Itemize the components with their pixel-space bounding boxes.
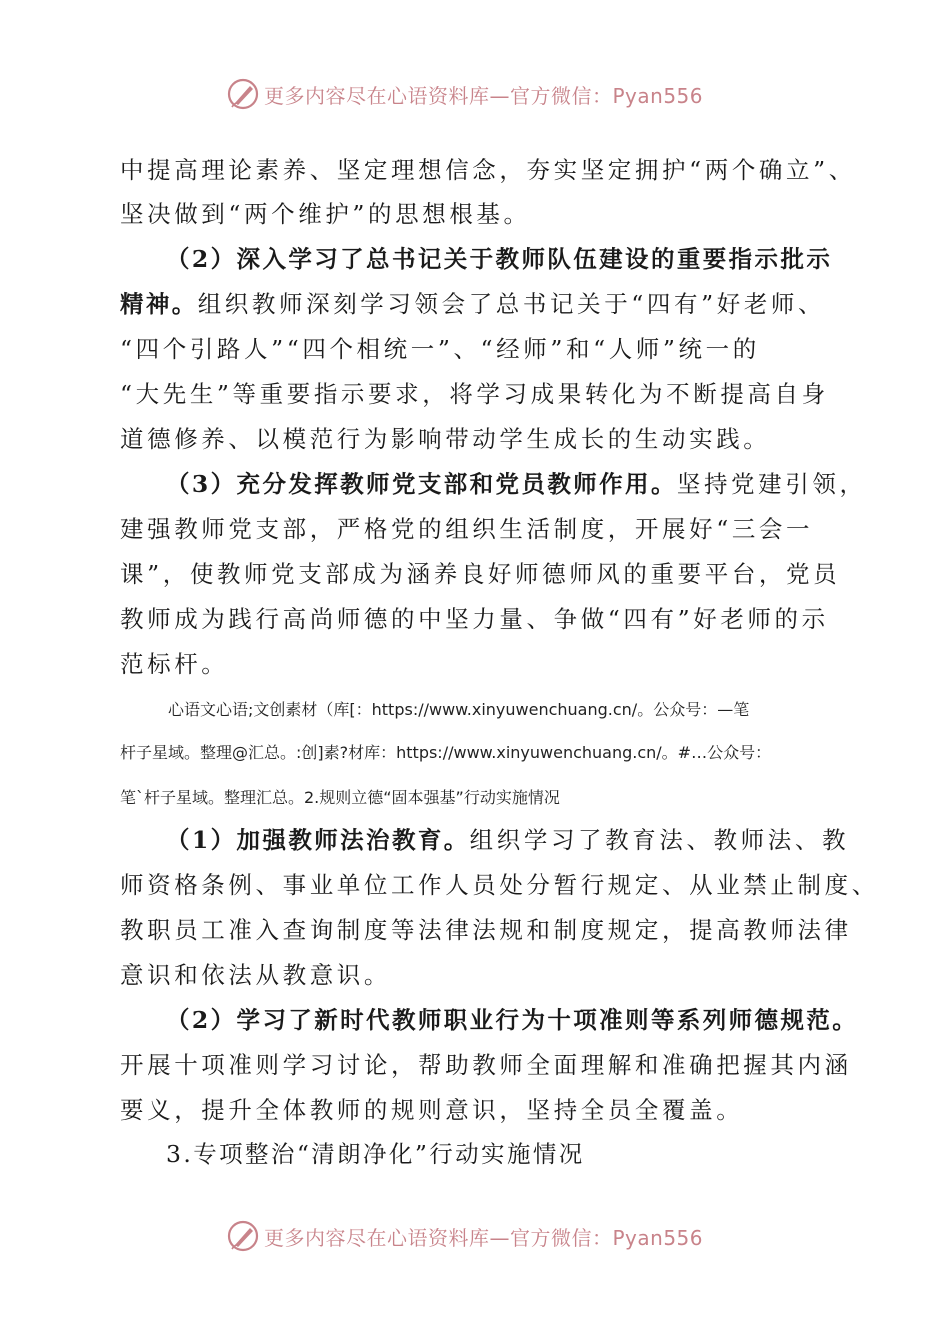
p2-line3: “大先生”等重要指示要求，将学习成果转化为不断提高自身: [120, 380, 829, 408]
pen-logo-icon: [226, 77, 260, 111]
section-3-heading: 3.专项整治“清朗净化”行动实施情况: [166, 1140, 585, 1168]
p4-line1-text: 组织学习了教育法、教师法、教: [469, 826, 850, 854]
header-banner: [0, 74, 950, 114]
note-line1: 心语文心语;文创素材（库[：https://www.xinyuwenchuang.cn/。公众号：—笔: [168, 700, 750, 719]
p2-line1-text: 组织教师深刻学习领会了总书记关于“四有”好老师、: [197, 290, 826, 318]
p3-line3: 课”，使教师党支部成为涵养良好师德师风的重要平台，党员: [120, 560, 841, 588]
note-line2: 杆子星域。整理@汇总。:创]素?材库：https://www.xinyuwenchuang.cn/。#…公众号：: [120, 743, 772, 762]
p4-line3: 教职员工准入查询制度等法律法规和制度规定，提高教师法律: [120, 916, 852, 944]
pen-logo-icon: [226, 1219, 260, 1253]
p1-line2: 坚决做到“两个维护”的思想根基。: [120, 200, 531, 228]
p1-line1: 中提高理论素养、坚定理想信念，夯实坚定拥护“两个确立”、: [120, 156, 856, 184]
note-line3: 笔`杆子星域。整理汇总。2.规则立德“固本强基”行动实施情况: [120, 788, 560, 807]
p4-line4: 意识和依法从教意识。: [120, 961, 391, 989]
p2-line1: [120, 289, 825, 319]
footer-banner-text: 更多内容尽在心语资料库—官方微信：Pyan556: [264, 1225, 704, 1250]
p3-line4: 教师成为践行高尚师德的中坚力量、争做“四有”好老师的示: [120, 605, 829, 633]
p3-line1-text: 坚持党建引领，: [676, 470, 867, 498]
p5-line3: 要义，提升全体教师的规则意识，坚持全员全覆盖。: [120, 1096, 744, 1124]
p2-line4: 道德修养、以模范行为影响带动学生成长的生动实践。: [120, 425, 771, 453]
p3-line5: 范标杆。: [120, 650, 229, 678]
p5-heading: （2）学习了新时代教师职业行为十项准则等系列师德规范。: [166, 1006, 859, 1034]
footer-banner: [0, 1216, 950, 1256]
header-banner-text: 更多内容尽在心语资料库—官方微信：Pyan556: [264, 83, 704, 108]
p4-heading: （1）加强教师法治教育。: [166, 826, 470, 854]
p2-line2: “四个引路人”“四个相统一”、“经师”和“人师”统一的: [120, 335, 760, 363]
p5-line2: 开展十项准则学习讨论，帮助教师全面理解和准确把握其内涵: [120, 1051, 852, 1079]
p2-heading: （2）深入学习了总书记关于教师队伍建设的重要指示批示: [166, 245, 833, 273]
p3-heading: （3）充分发挥教师党支部和党员教师作用。: [166, 470, 677, 498]
p3-line1: [166, 469, 867, 499]
p4-line1: [166, 825, 849, 855]
p2-heading-end: 精神。: [120, 290, 198, 318]
p4-line2: 师资格条例、事业单位工作人员处分暂行规定、从业禁止制度、: [120, 871, 879, 899]
p3-line2: 建强教师党支部，严格党的组织生活制度，开展好“三会一: [120, 515, 814, 543]
